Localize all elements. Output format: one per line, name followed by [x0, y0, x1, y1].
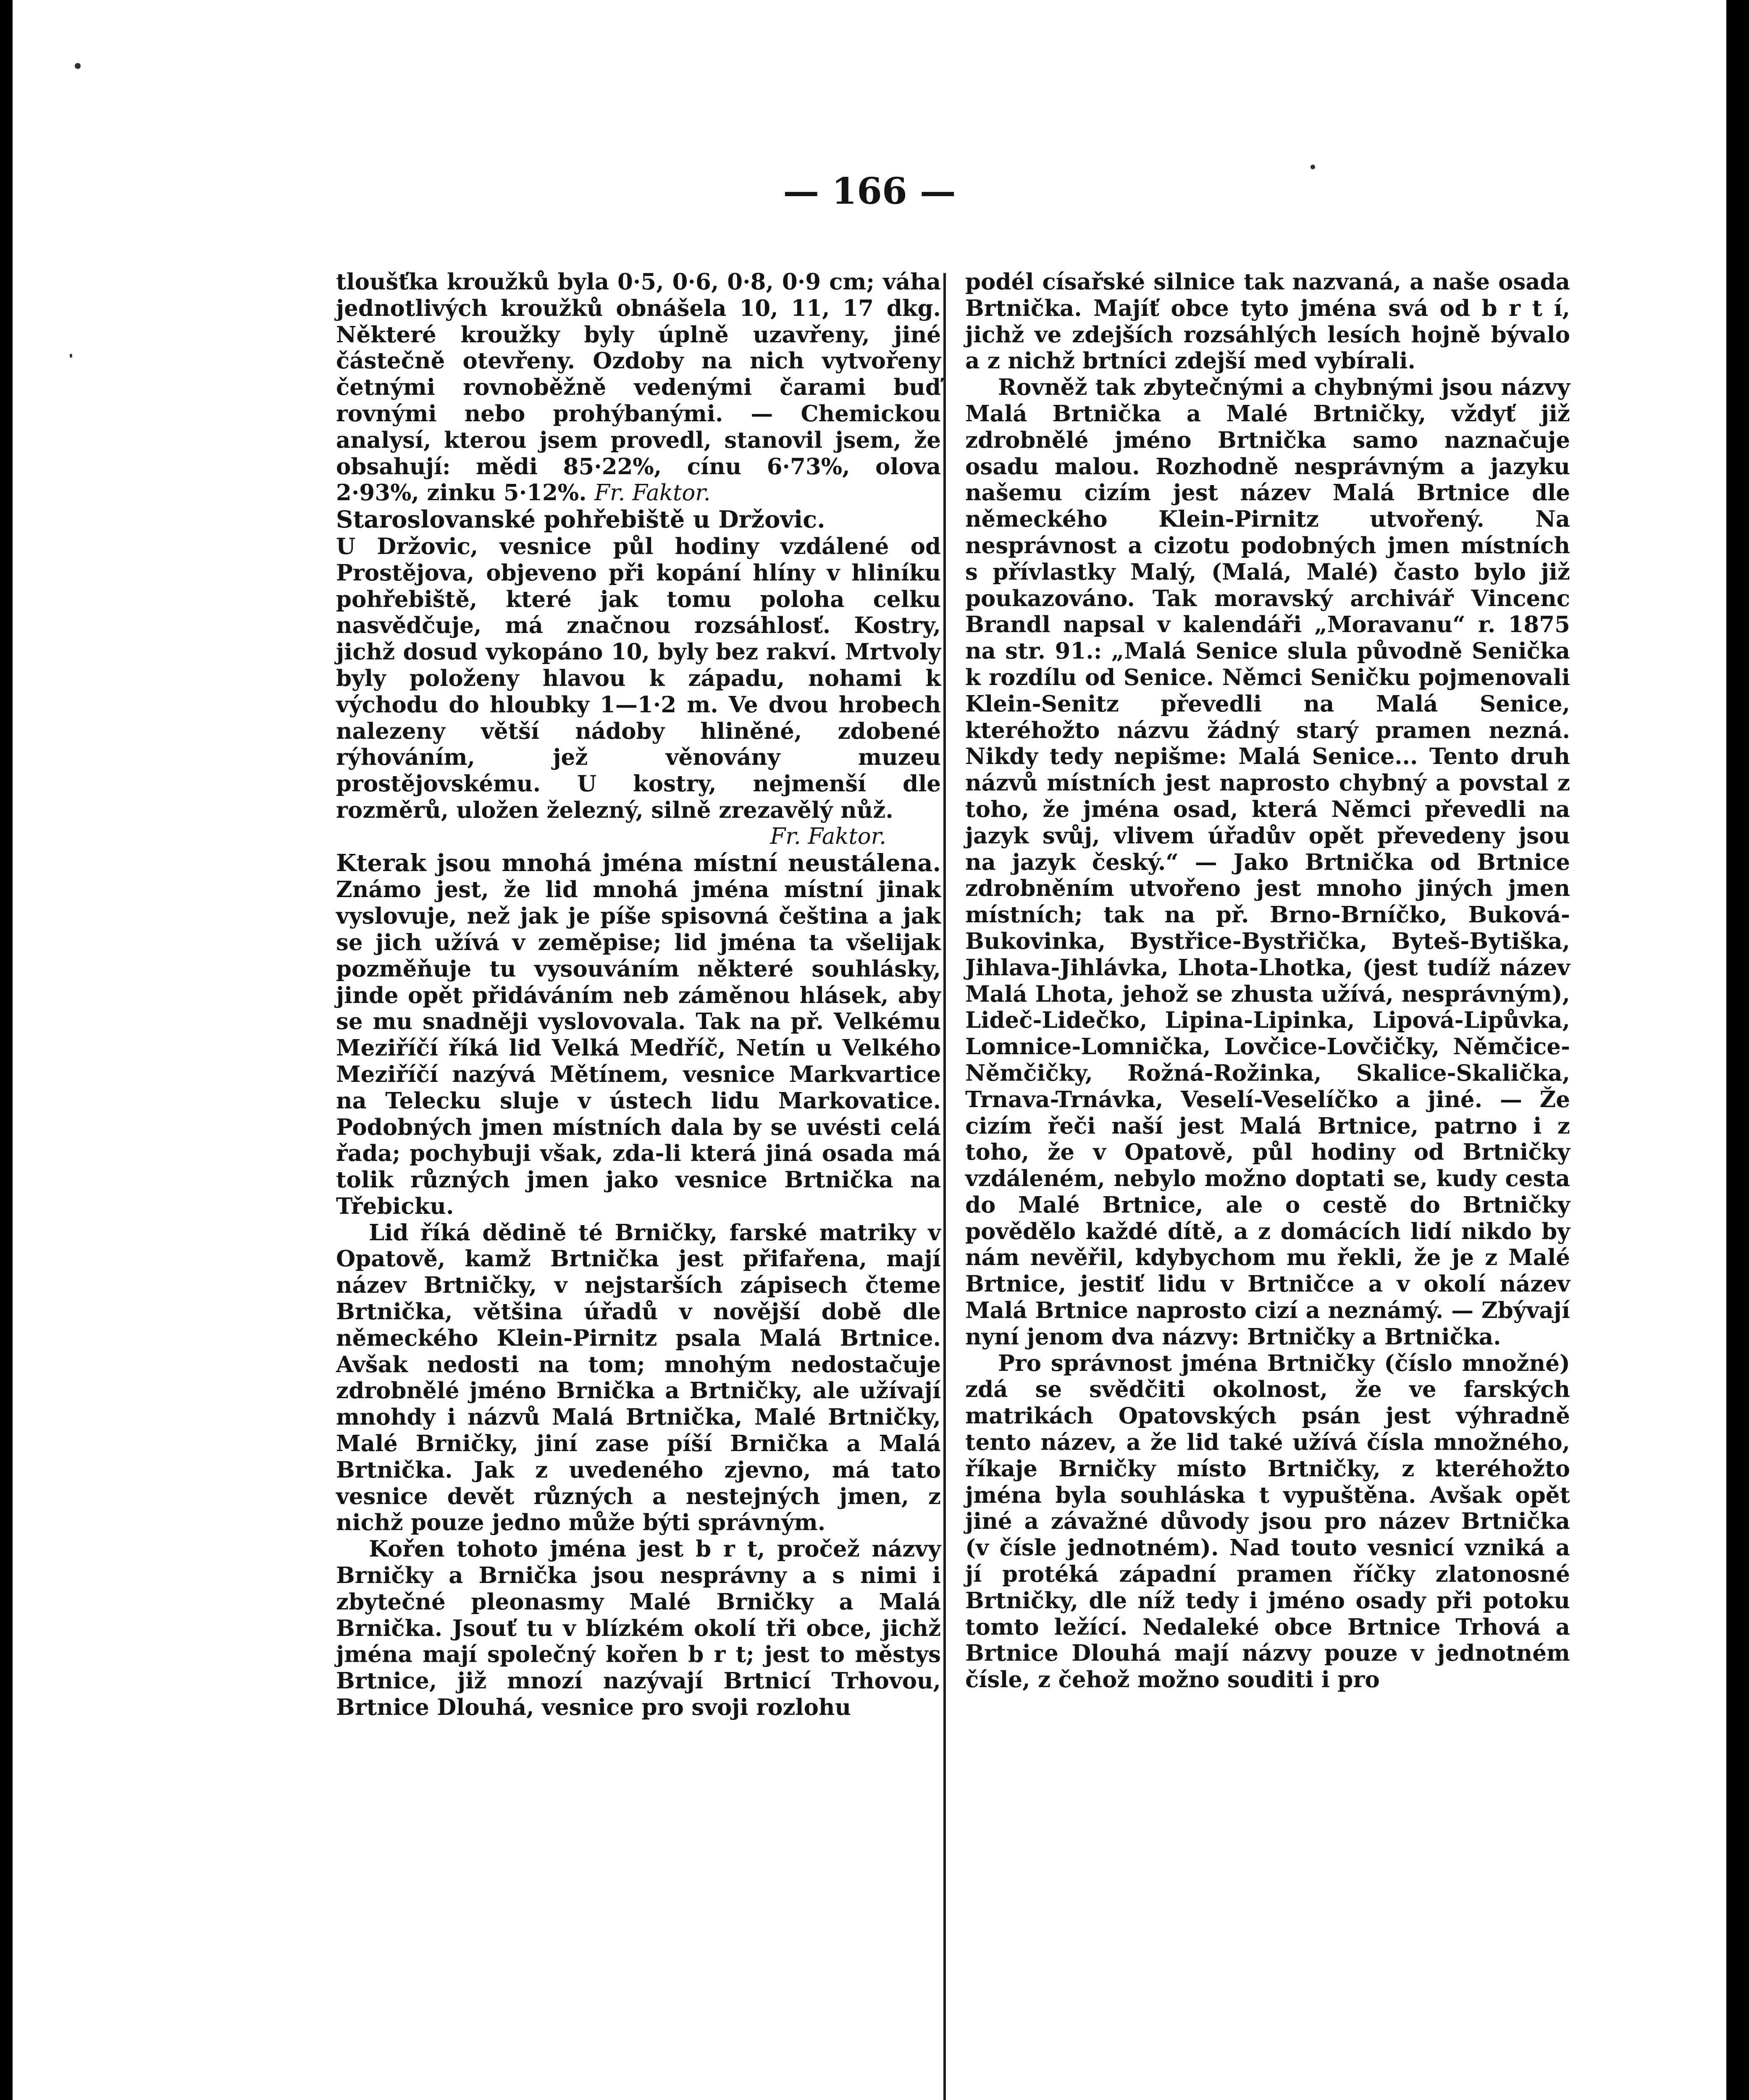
- column-divider: [943, 273, 946, 2100]
- document-page: [13, 0, 1726, 2100]
- paragraph-correct-name: [965, 1350, 1570, 1693]
- paragraph-drzovice-body: [336, 533, 941, 824]
- scan-speck: [70, 354, 72, 358]
- paragraph-bronze-rings: [336, 269, 941, 507]
- scan-speck: [1310, 165, 1315, 169]
- paragraph-text: podél císařské silnice tak nazvaná, a naše osada Brtnička. Majíť obce tyto jména svá od b r t í, jichž ve zdejších rozsáhlých lesích hojně bývalo a z nichž brtníci zdejší med vybírali.: [965, 269, 1570, 374]
- paragraph-text: tloušťka kroužků byla 0·5, 0·6, 0·8, 0·9 cm; váha jednotlivých kroužků obnášela 10, 11, 17 dkg. Některé kroužky byly úplně uzavřeny, jiné částečně otevřeny. Ozdoby na nich vytvořeny četnými rovnoběžně vedenými čarami buď rovnými nebo prohýbanými. — Chemickou analysí, kterou jsem provedl, stanovil jsem, že obsahují: mědi 85·22%, cínu 6·73%, olova 2·93%, zinku 5·12%.: [336, 269, 941, 506]
- paragraph-continuation: [965, 269, 1570, 374]
- page-number: — 166 —: [783, 170, 956, 213]
- scan-speck: [75, 63, 81, 69]
- left-column: [336, 269, 941, 1721]
- author-signature: Fr. Faktor.: [594, 480, 711, 506]
- paragraph-text: Známo jest, že lid mnohá jména místní jinak vyslovuje, než jak je píše spisovná čeština a jak se jich užívá v zeměpise; lid jména ta všelijak pozměňuje tu vysouváním některé souhlásky, jinde opět přidáváním neb záměnou hlásek, aby se mu snadněji vyslovovala. Tak na př. Velkému Meziříčí říká lid Velká Medříč, Netín u Velkého Meziříčí nazývá Mětínem, vesnice Markvartice na Telecku sluje v ústech lidu Markovatice. Podobných jmen místních dala by se uvésti celá řada; pochybuji však, zda-li která jiná osada má tolik různých jmen jako vesnice Brtnička na Třebicku.: [336, 877, 941, 1219]
- paragraph-text: U Držovic, vesnice půl hodiny vzdálené od Prostějova, objeveno při kopání hlíny v hliníku pohřebiště, které jak tomu poloha celku nasvědčuje, má značnou rozsáhlosť. Kostry, jichž dosud vykopáno 10, byly bez rakví. Mrtvoly byly položeny hlavou k západu, nohami k východu do hloubky 1—1·2 m. Ve dvou hrobech nalezeny větší nádoby hliněné, zdobené rýhováním, jež věnovány muzeu prostějovskému. U kostry, nejmenší dle rozměrů, uložen železný, silně zrezavělý nůž.: [336, 533, 941, 823]
- section-heading-place-names: Kterak jsou mnohá jména místní neustálena.: [336, 849, 941, 877]
- paragraph-text: Lid říká dědině té Brničky, farské matriky v Opatově, kamž Brtnička jest přifařena, mají název Brtničky, v nejstarších zápisech čteme Brtnička, většina úřadů v novější době dle německého Klein-Pirnitz psala Malá Brtnice. Avšak nedosti na tom; mnohým nedostačuje zdrobnělé jméno Brnička a Brtničky, ale užívají mnohdy i názvů Malá Brtnička, Malé Brtničky, Malé Brničky, jiní zase píší Brnička a Malá Brtnička. Jak z uvedeného zjevno, má tato vesnice devět různých a nestejných jmen, z nichž pouze jedno může býti správným.: [336, 1219, 941, 1536]
- paragraph-incorrect-names: [965, 374, 1570, 1350]
- section-heading-drzovice: Staroslovanské pohřebiště u Držovic.: [336, 506, 825, 534]
- paragraph-text: Kořen tohoto jména jest b r t, pročež názvy Brničky a Brnička jsou nesprávny a s nimi i zbytečné pleonasmy Malé Brničky a Malá Brnička. Jsouť tu v blízkém okolí tři obce, jichž jména mají společný kořen b r t; jest to městys Brtnice, již mnozí nazývají Brtnicí Trhovou, Brtnice Dlouhá, vesnice pro svoji rozlohu: [336, 1536, 941, 1721]
- paragraph-text: Rovněž tak zbytečnými a chybnými jsou názvy Malá Brtnička a Malé Brtničky, vždyť již zdrobnělé jméno Brtnička samo naznačuje osadu malou. Rozhodně nesprávným a jazyku našemu cizím jest název Malá Brtnice dle německého Klein-Pirnitz utvořený. Na nesprávnost a cizotu podobných jmen místních s přívlastky Malý, (Malá, Malé) často bylo již poukazováno. Tak moravský archivář Vincenc Brandl napsal v kalendáři „Moravanu“ r. 1875 na str. 91.: „Malá Senice slula původně Senička k rozdílu od Senice. Němci Seničku pojmenovali Klein-Senitz převedli na Malá Senice, kteréhožto názvu žádný starý pramen nezná. Nikdy tedy nepišme: Malá Senice... Tento druh názvů místních jest naprosto chybný a povstal z toho, že jména osad, která Němci převedli na jazyk svůj, vlivem úřadův opět převedeny jsou na jazyk český.“ — Jako Brtnička od Brtnice zdrobněním utvořeno jest mnoho jiných jmen místních; tak na př. Brno-Brníčko, Buková-Bukovinka, Bystřice-Bystřička, Byteš-Bytiška, Jihlava-Jihlávka, Lhota-Lhotka, (jest tudíž název Malá Lhota, jehož se zhusta užívá, nesprávným), Lideč-Lidečko, Lipina-Lipinka, Lipová-Lipůvka, Lomnice-Lomnička, Lovčice-Lovčičky, Němčice-Němčičky, Rožná-Rožinka, Skalice-Skalička, Trnava-Trnávka, Veselí-Veselíčko a jiné. — Že cizím řeči naší jest Malá Brtnice, patrno i z toho, že v Opatově, půl hodiny od Brtničky vzdáleném, nebylo možno doptati se, kudy cesta do Malé Brtnice, ale o cestě do Brtničky povědělo každé dítě, a z domácích lidí nikdo by nám nevěřil, kdybychom mu řekli, že je z Malé Brtnice, jestiť lidu v Brtničce a v okolí název Malá Brtnice naprosto cizí a neznámý. — Zbývají nyní jenom dva názvy: Brtničky a Brtnička.: [965, 374, 1570, 1350]
- right-column: [965, 269, 1570, 1693]
- paragraph-text: Pro správnost jména Brtničky (číslo množné) zdá se svědčiti okolnost, že ve farských matrikách Opatovských psán jest výhradně tento název, a že lid také užívá čísla množného, říkaje Brničky místo Brtničky, z kteréhožto jména byla souhláska t vypuštěna. Avšak opět jiné a závažné důvody jsou pro název Brtnička (v čísle jednotném). Nad touto vesnicí vzniká a jí protéká západní pramen říčky zlatonosné Brtničky, dle níž tedy i jméno osady při potoku tomto ležící. Nedaleké obce Brtnice Trhová a Brtnice Dlouhá mají názvy pouze v jednotném čísle, z čehož možno souditi i pro: [965, 1350, 1570, 1693]
- author-signature: Fr. Faktor.: [770, 823, 886, 849]
- paragraph-names-list: [336, 1220, 941, 1536]
- paragraph-root-brt: [336, 1536, 941, 1721]
